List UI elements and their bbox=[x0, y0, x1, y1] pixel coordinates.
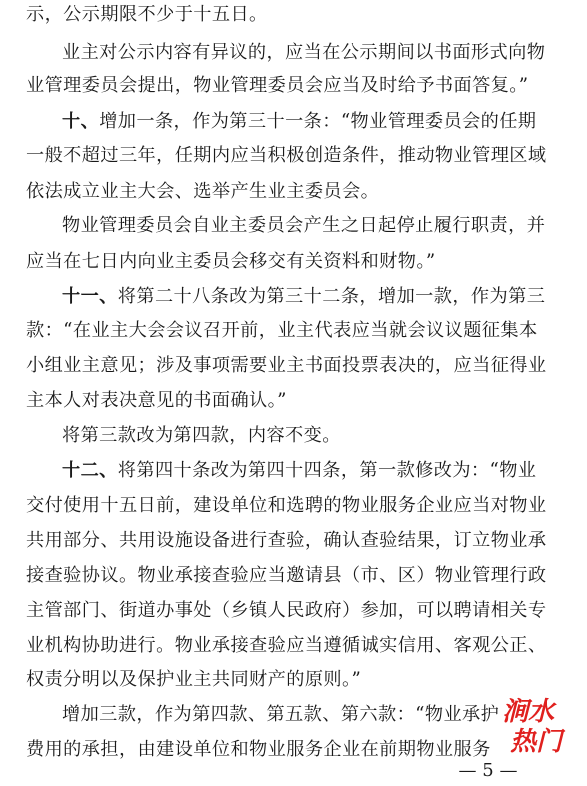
watermark-line1: 涧水 bbox=[502, 697, 555, 727]
text-line: 交付使用十五日前，建设单位和选聘的物业服务企业应当对物业 bbox=[26, 495, 547, 516]
text-line: 十二、将第四十条改为第四十四条，第一款修改为：“物业 bbox=[62, 460, 537, 481]
text-line: 小组业主意见；涉及事项需要业主书面投票表决的，应当征得业 bbox=[26, 355, 547, 376]
text-line: 物业管理委员会自业主委员会产生之日起停止履行职责，并 bbox=[62, 215, 546, 236]
text-line: 一般不超过三年，任期内应当积极创造条件，推动物业管理区域 bbox=[26, 145, 547, 166]
text-line: 款：“在业主大会会议召开前，业主代表应当就会议议题征集本 bbox=[26, 320, 538, 341]
text-line: 主管部门、街道办事处（乡镇人民政府）参加，可以聘请相关专 bbox=[26, 600, 547, 621]
text-line: 业机构协助进行。物业承接查验应当遵循诚实信用、客观公正、 bbox=[26, 635, 547, 656]
text-line: 业管理委员会提出，物业管理委员会应当及时给予书面答复。” bbox=[26, 75, 529, 96]
text-line: 十一、将第二十八条改为第三十二条，增加一款，作为第三 bbox=[62, 286, 546, 307]
page-number: — 5 — bbox=[458, 760, 518, 781]
text-line: 示，公示期限不少于十五日。 bbox=[26, 4, 268, 25]
text-line: 接查验协议。物业承接查验应当邀请县（市、区）物业管理行政 bbox=[26, 565, 547, 586]
watermark-logo bbox=[496, 692, 576, 756]
text-line: 共用部分、共用设施设备进行查验，确认查验结果，订立物业承 bbox=[26, 530, 547, 551]
text-line: 将第三款改为第四款，内容不变。 bbox=[62, 425, 341, 446]
text-line: 权责分明以及保护业主共同财产的原则。” bbox=[26, 669, 362, 690]
text-line: 应当在七日内向业主委员会移交有关资料和财物。” bbox=[26, 251, 436, 272]
text-line: 增加三款，作为第四款、第五款、第六款：“物业承护 bbox=[62, 704, 500, 725]
watermark-line2: 热门 bbox=[510, 727, 563, 756]
text-line: 业主对公示内容有异议的，应当在公示期间以书面形式向物 bbox=[62, 42, 546, 63]
text-line: 依法成立业主大会、选举产生业主委员会。 bbox=[26, 181, 380, 202]
text-line: 主本人对表决意见的书面确认。” bbox=[26, 390, 287, 411]
text-line: 费用的承担，由建设单位和物业服务企业在前期物业服务 bbox=[26, 739, 491, 760]
text-line: 十、增加一条，作为第三十一条：“物业管理委员会的任期 bbox=[62, 111, 537, 132]
